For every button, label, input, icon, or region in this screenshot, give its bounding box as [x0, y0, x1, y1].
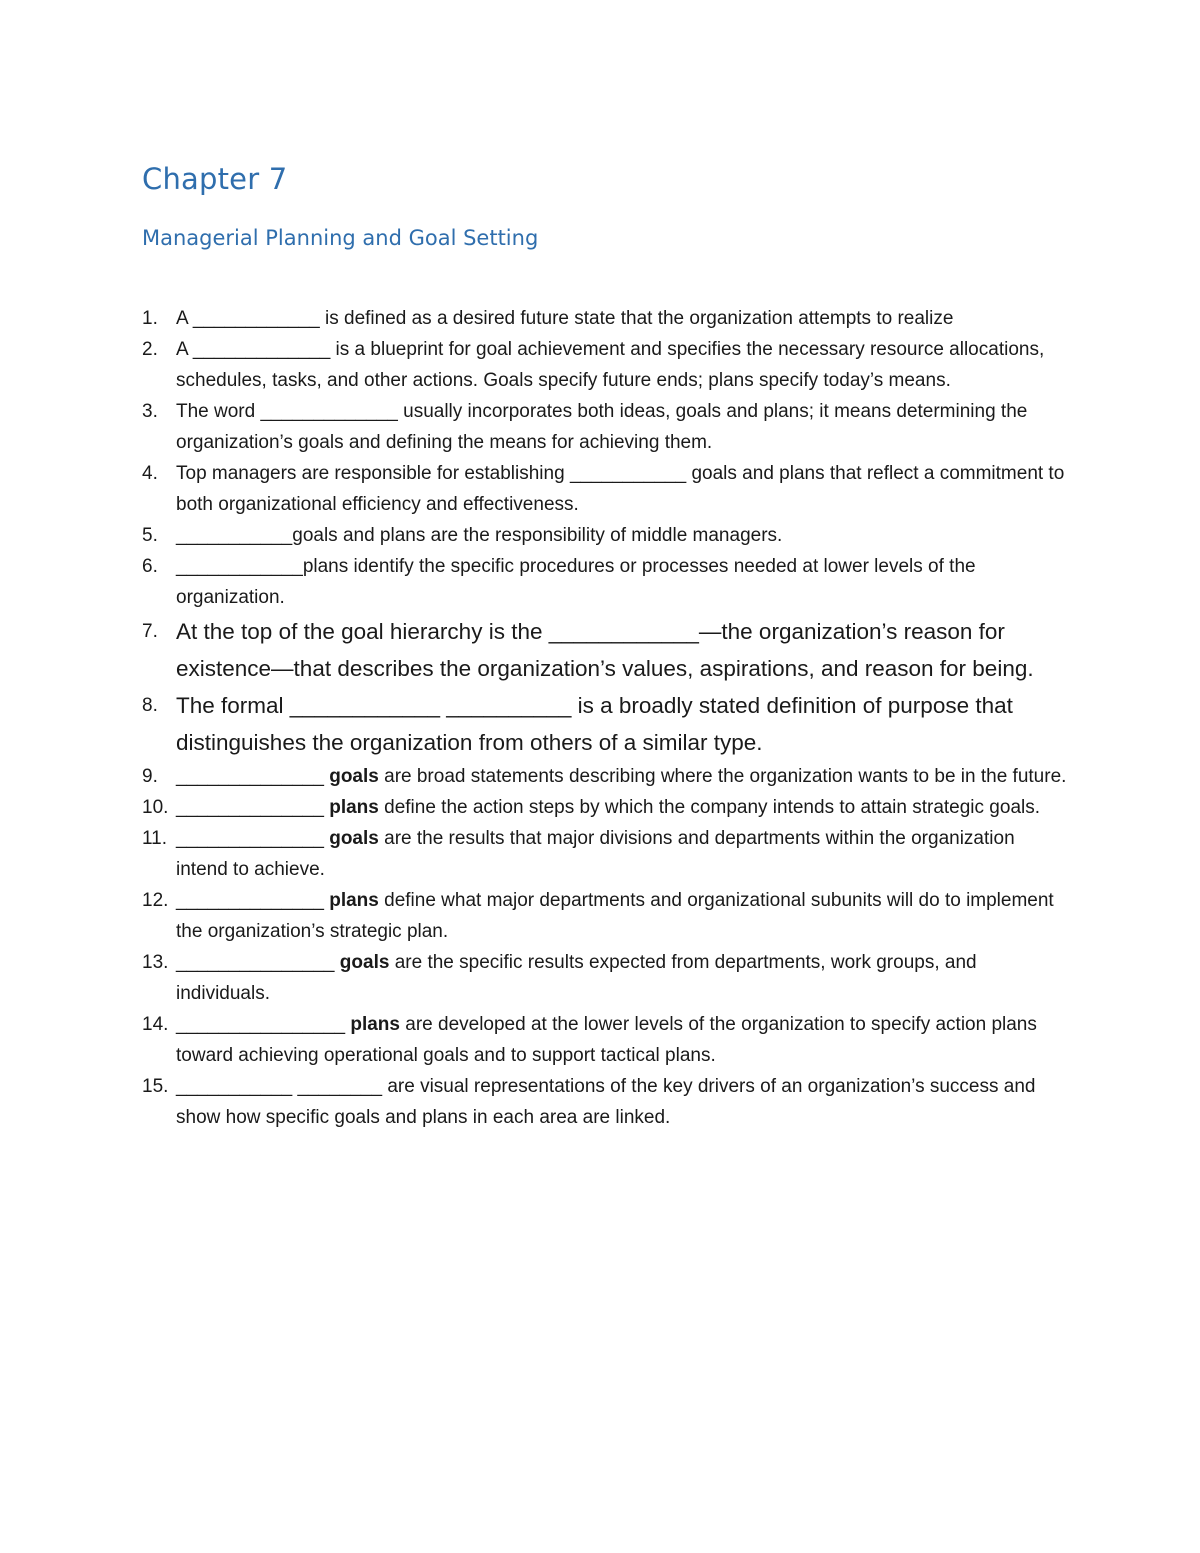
answer-blank: ____________: [176, 556, 303, 577]
answer-blank: _____________: [192, 339, 331, 360]
question-number: 4.: [142, 463, 158, 484]
question-text: are developed at the lower levels of the organization to specify action plans toward achieving operational goals and to support tactical plans.: [176, 1014, 1037, 1066]
chapter-title: Chapter 7: [142, 162, 288, 196]
chapter-subtitle: Managerial Planning and Goal Setting: [142, 226, 539, 250]
answer-blank: ______________: [176, 766, 324, 787]
question-number: 11.: [142, 828, 168, 849]
question-text: are the specific results expected from departments, work groups, and individuals.: [176, 952, 977, 1004]
question-text: define what major departments and organizational subunits will do to implement the organization’s strategic plan.: [176, 890, 1054, 942]
question-number: 3.: [142, 401, 158, 422]
question-number: 15.: [142, 1076, 169, 1097]
question-item: [0, 761, 1200, 792]
question-text: is a blueprint for goal achievement and specifies the necessary resource allocations, schedules, tasks, and other actions. Goals specify future ends; plans specify today’s means.: [176, 339, 1045, 391]
answer-blank: ____________ __________: [289, 693, 572, 718]
answer-blank: ____________: [548, 619, 699, 644]
keyword: plans: [329, 890, 379, 911]
question-number: 10.: [142, 797, 169, 818]
answer-blank: ______________: [176, 828, 324, 849]
question-number: 13.: [142, 952, 169, 973]
question-item: [0, 334, 1200, 396]
question-text: goals and plans that reflect a commitment to both organizational efficiency and effectiveness.: [176, 463, 1065, 515]
question-list: [0, 303, 1200, 1133]
question-text: is defined as a desired future state that the organization attempts to realize: [319, 308, 954, 329]
question-item: [0, 551, 1200, 613]
question-text: goals and plans are the responsibility of middle managers.: [292, 525, 783, 546]
question-item: [0, 303, 1200, 334]
question-item: [0, 947, 1200, 1009]
question-text: The formal: [176, 693, 290, 718]
keyword: goals: [329, 828, 379, 849]
answer-blank: ___________: [176, 525, 293, 546]
question-item: [0, 885, 1200, 947]
answer-blank: ______________: [176, 890, 324, 911]
question-text: The word: [176, 401, 261, 422]
question-text: define the action steps by which the company intends to attain strategic goals.: [378, 797, 1041, 818]
question-number: 8.: [142, 695, 158, 716]
question-text: are broad statements describing where the organization wants to be in the future.: [378, 766, 1067, 787]
question-item: [0, 458, 1200, 520]
question-item: [0, 823, 1200, 885]
keyword: plans: [329, 797, 379, 818]
question-item: [0, 396, 1200, 458]
answer-blank: _____________: [260, 401, 398, 422]
question-number: 5.: [142, 525, 158, 546]
question-item: [0, 1009, 1200, 1071]
question-number: 12.: [142, 890, 169, 911]
question-number: 2.: [142, 339, 158, 360]
question-text: Top managers are responsible for establishing: [176, 463, 570, 484]
answer-blank: _______________: [176, 952, 335, 973]
question-number: 6.: [142, 556, 158, 577]
question-text: usually incorporates both ideas, goals and plans; it means determining the organization’s goals and defining the means for achieving them.: [176, 401, 1028, 453]
question-number: 1.: [142, 308, 158, 329]
question-text: plans identify the specific procedures or processes needed at lower levels of the organization.: [176, 556, 976, 608]
question-number: 9.: [142, 766, 158, 787]
question-number: 14.: [142, 1014, 169, 1035]
question-number: 7.: [142, 621, 158, 642]
keyword: goals: [329, 766, 379, 787]
answer-blank: ________________: [176, 1014, 346, 1035]
keyword: goals: [339, 952, 390, 973]
answer-blank: ___________ ________: [176, 1076, 383, 1097]
question-item: [0, 520, 1200, 551]
answer-blank: ______________: [176, 797, 324, 818]
question-item: [0, 687, 1200, 761]
question-text: A: [176, 308, 193, 329]
answer-blank: ____________: [192, 308, 320, 329]
question-text: is a broadly stated definition of purpose that distinguishes the organization from others of a similar type.: [176, 693, 1013, 755]
question-item: [0, 613, 1200, 687]
question-item: [0, 1071, 1200, 1133]
question-text: are visual representations of the key drivers of an organization’s success and show how specific goals and plans in each area are linked.: [176, 1076, 1036, 1128]
question-text: are the results that major divisions and departments within the organization intend to achieve.: [176, 828, 1015, 880]
question-text: A: [176, 339, 193, 360]
question-text: At the top of the goal hierarchy is the: [176, 619, 549, 644]
question-text: —the organization’s reason for existence—that describes the organization’s values, aspirations, and reason for being.: [176, 619, 1034, 681]
question-item: [0, 792, 1200, 823]
answer-blank: ___________: [569, 463, 687, 484]
keyword: plans: [350, 1014, 400, 1035]
